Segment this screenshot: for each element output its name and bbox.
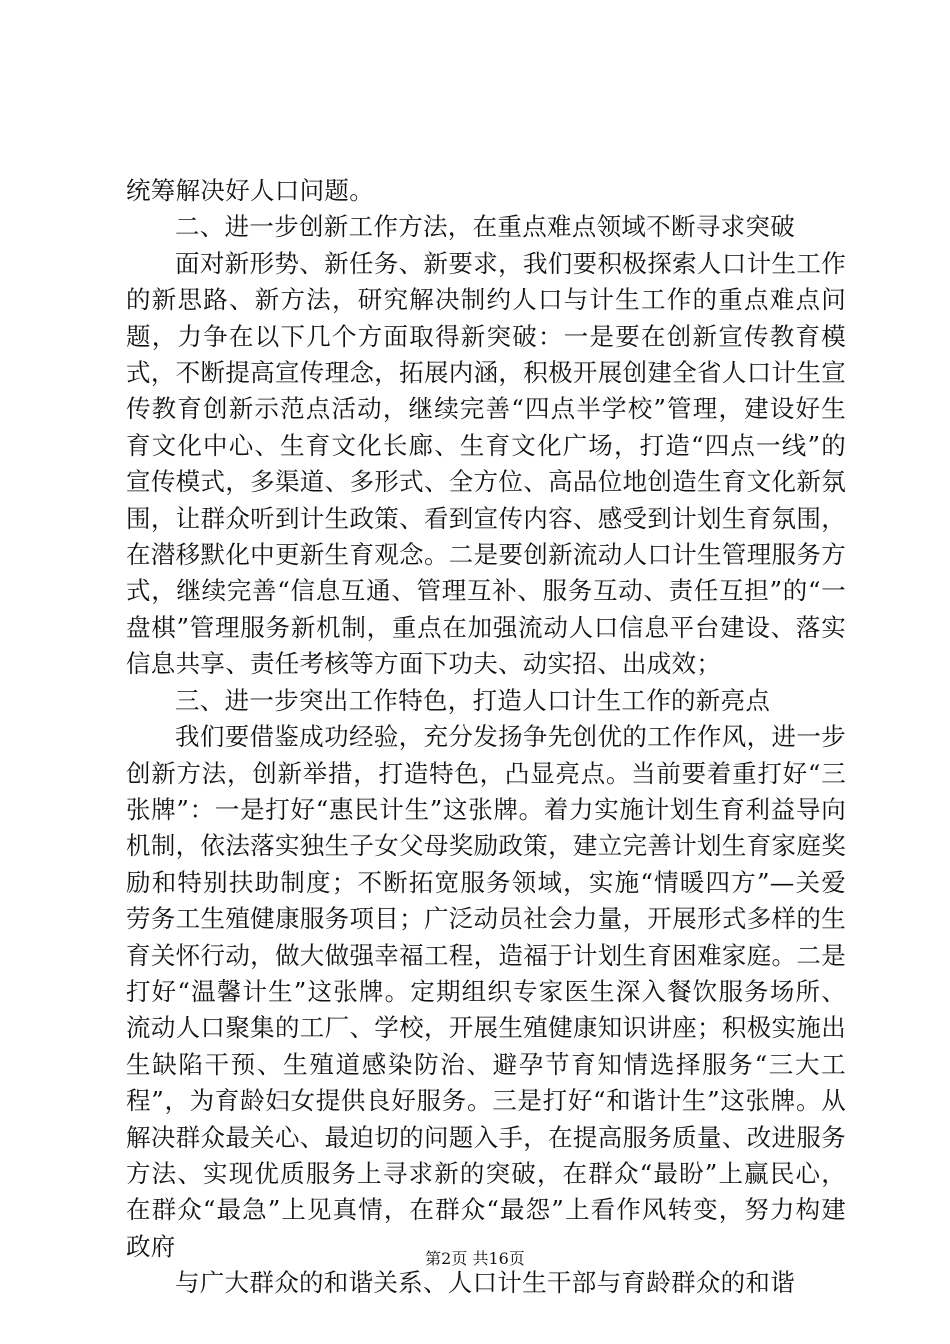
paragraph: 与广大群众的和谐关系、人口计生干部与育龄群众的和谐 — [175, 1268, 795, 1298]
paragraph: 面对新形势、新任务、新要求，我们要积极探索人口计生工作的新思路、新方法，研究解决制约人口与计生工作的重点难点问题，力争在以下几个方面取得新突破：一是要在创新宣传教育模式，不断提高宣传理念，拓展内涵，积极开展创建全省人口计生宣传教育创新示范点活动，继续完善“四点半学校”管理，建设好生育文化中心、生育文化长廊、生育文化广场，打造“四点一线”的宣传模式，多渠道、多形式、全方位、高品位地创造生育文化新氛围，让群众听到计生政策、看到宣传内容、感受到计划生育氛围，在潜移默化中更新生育观念。二是要创新流动人口计生管理服务方式，继续完善“信息互通、管理互补、服务互动、责任互担”的“一盘棋”管理服务新机制，重点在加强流动人口信息平台建设、落实信息共享、责任考核等方面下功夫、动实招、出成效； — [126, 248, 846, 679]
paragraph: 我们要借鉴成功经验，充分发扬争先创优的工作作风，进一步创新方法，创新举措，打造特色，凸显亮点。当前要着重打好“三张牌”：一是打好“惠民计生”这张牌。着力实施计划生育利益导向机制，依法落实独生子女父母奖励政策，建立完善计划生育家庭奖励和特别扶助制度；不断拓宽服务领域，实施“情暖四方”—关爱劳务工生殖健康服务项目；广泛动员社会力量，开展形式多样的生育关怀行动，做大做强幸福工程，造福于计划生育困难家庭。二是打好“温馨计生”这张牌。定期组织专家医生深入餐饮服务场所、流动人口聚集的工厂、学校，开展生殖健康知识讲座；积极实施出生缺陷干预、生殖道感染防治、避孕节育知情选择服务“三大工程”，为育龄妇女提供良好服务。三是打好“和谐计生”这张牌。从解决群众最关心、最迫切的问题入手，在提高服务质量、改进服务方法、实现优质服务上寻求新的突破，在群众“最盼”上赢民心，在群众“最急”上见真情，在群众“最怨”上看作风转变，努力构建政府 — [126, 722, 846, 1261]
paragraph-continuation: 统筹解决好人口问题。 — [126, 176, 374, 205]
section-heading-3: 三、进一步突出工作特色，打造人口计生工作的新亮点 — [175, 685, 771, 715]
page-number-footer: 第2页 共16页 — [425, 1249, 525, 1268]
document-body — [126, 173, 846, 1302]
section-heading-2: 二、进一步创新工作方法，在重点难点领域不断寻求突破 — [175, 212, 795, 242]
